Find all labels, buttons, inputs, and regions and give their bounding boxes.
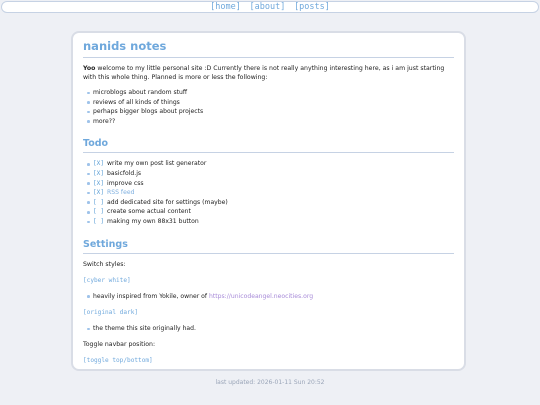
toggle-navbar-button[interactable]: [toggle top/bottom] [83, 356, 153, 364]
todo-item [93, 188, 454, 198]
rss-feed-link[interactable]: RSS feed [107, 189, 135, 197]
todo-item [93, 179, 454, 189]
checkbox-mark: [X] [93, 189, 105, 197]
todo-text: improve css [107, 179, 144, 187]
page-title: nanids notes [83, 39, 454, 58]
checkbox-mark: [X] [93, 179, 105, 187]
list-item: reviews of all kinds of things [93, 98, 454, 108]
nav-home-link[interactable]: [home] [210, 2, 241, 12]
settings-heading: Settings [83, 239, 454, 254]
original-dark-button[interactable]: [original dark] [83, 309, 139, 317]
style1-note-text: heavily inspired from Yokile, owner of [93, 292, 209, 300]
list-item [93, 292, 454, 302]
todo-item [93, 159, 454, 169]
checkbox-mark: [ ] [93, 217, 105, 225]
todo-item [93, 207, 454, 217]
list-item: microblogs about random stuff [93, 88, 454, 98]
toggle-navbar-label: Toggle navbar position: [83, 340, 156, 348]
todo-text: write my own post list generator [107, 160, 207, 168]
todo-item [93, 198, 454, 208]
intro-greeting: Yoo [83, 65, 96, 72]
style1-notes [83, 292, 454, 302]
planned-list [83, 88, 454, 126]
intro-text: welcome to my little personal site :D Currently there is not really anything interesting here, as i am just starting with this whole thing. Planned is more or less the following: [83, 65, 445, 81]
todo-item [93, 169, 454, 179]
nav-about-link[interactable]: [about] [249, 2, 286, 12]
nav-posts-link[interactable]: [posts] [294, 2, 330, 12]
todo-heading: Todo [83, 138, 454, 153]
todo-item [93, 217, 454, 227]
todo-text: add dedicated site for settings (maybe) [107, 198, 228, 206]
list-item: more?? [93, 117, 454, 127]
checkbox-mark: [ ] [93, 208, 105, 216]
todo-list [83, 159, 454, 226]
checkbox-mark: [X] [93, 169, 105, 177]
cyber-white-button[interactable]: [cyber white] [83, 276, 131, 284]
main-content [71, 31, 466, 371]
todo-text: create some actual content [107, 208, 191, 216]
checkbox-mark: [X] [93, 160, 105, 168]
last-updated: last updated: 2026-01-11 Sun 20:52 [215, 379, 325, 386]
list-item: perhaps bigger blogs about projects [93, 107, 454, 117]
unicodeangel-link[interactable]: https://unicodeangel.neocities.org [208, 292, 314, 300]
navbar [1, 1, 539, 13]
switch-styles-label: Switch styles: [83, 260, 126, 268]
list-item: the theme this site originally had. [93, 324, 454, 334]
checkbox-mark: [ ] [93, 198, 105, 206]
intro-paragraph [83, 64, 454, 82]
todo-text: basicfold.js [107, 169, 142, 177]
todo-text: making my own 88x31 button [107, 217, 199, 225]
style2-notes [83, 324, 454, 334]
